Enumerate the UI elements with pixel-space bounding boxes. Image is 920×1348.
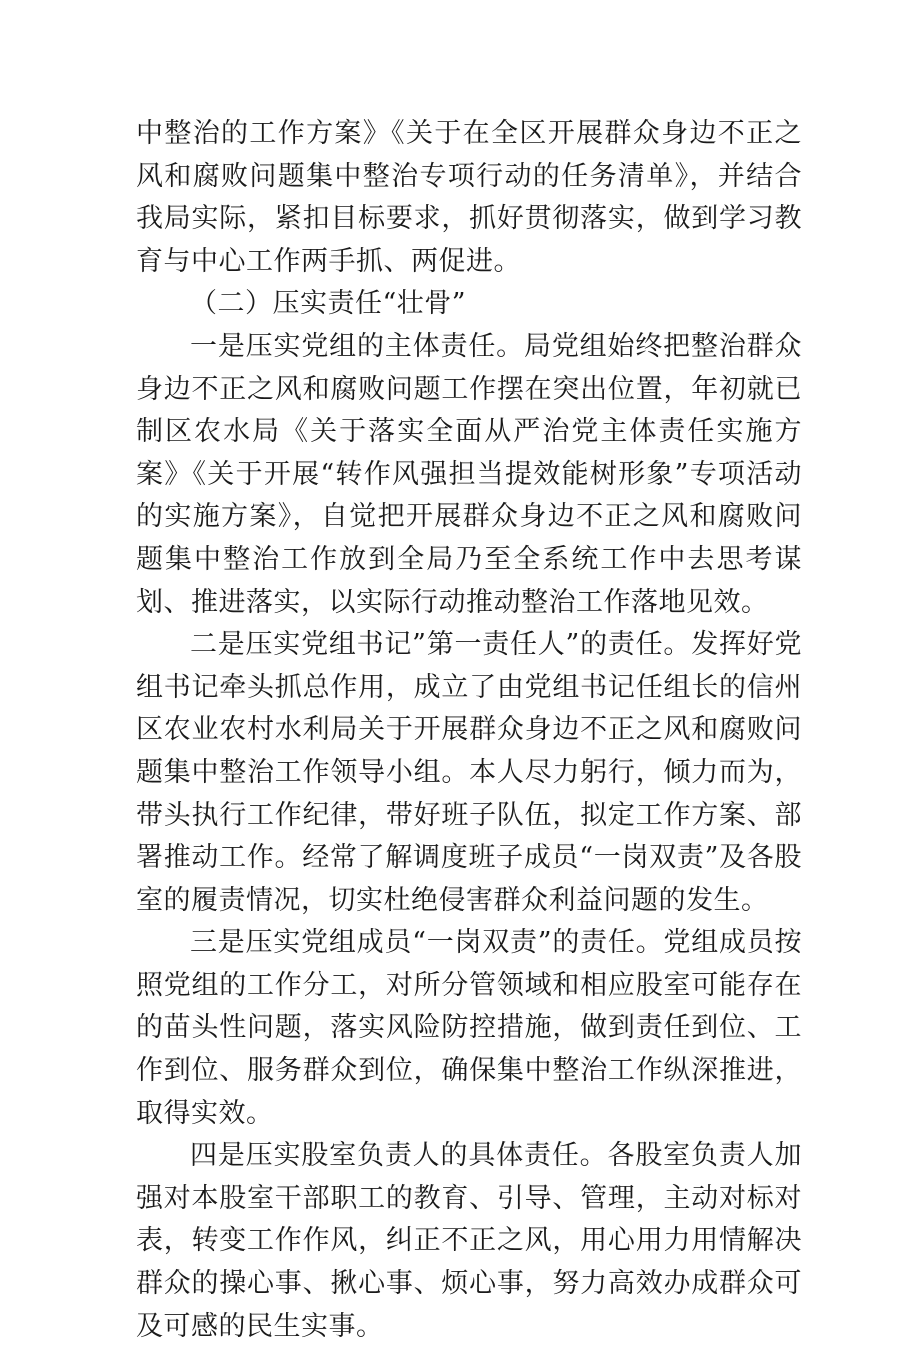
paragraph-continuation: 中整治的工作方案》《关于在全区开展群众身边不正之风和腐败问题集中整治专项行动的任务清单》，并结合我局实际，紧扣目标要求，抓好贯彻落实，做到学习教育与中心工作两手抓、两促进。 xyxy=(136,118,802,277)
paragraph-secretary-responsibility: 二是压实党组书记”第一责任人”的责任。发挥好党组书记牵头抓总作用，成立了由党组书记任组长的信州区农业农村水利局关于开展群众身边不正之风和腐败问题集中整治工作领导小组。本人尽力躬行，倾力而为，带头执行工作纪律，带好班子队伍，拟定工作方案、部署推动工作。经常了解调度班子成员“一岗双责”及各股室的履责情况，切实杜绝侵害群众利益问题的发生。 xyxy=(136,629,802,916)
paragraph-office-heads-responsibility: 四是压实股室负责人的具体责任。各股室负责人加强对本股室干部职工的教育、引导、管理，主动对标对表，转变工作作风，纠正不正之风，用心用力用情解决群众的操心事、揪心事、烦心事，努力高效办成群众可及可感的民生实事。 xyxy=(136,1140,802,1342)
paragraph-members-responsibility: 三是压实党组成员“一岗双责”的责任。党组成员按照党组的工作分工，对所分管领域和相应股室可能存在的苗头性问题，落实风险防控措施，做到责任到位、工作到位、服务群众到位，确保集中整治工作纵深推进，取得实效。 xyxy=(136,927,802,1129)
document-body xyxy=(136,113,802,1348)
paragraph-party-group-responsibility: 一是压实党组的主体责任。局党组始终把整治群众身边不正之风和腐败问题工作摆在突出位置，年初就已制区农水局《关于落实全面从严治党主体责任实施方案》《关于开展“转作风强担当提效能树形象”专项活动的实施方案》，自觉把开展群众身边不正之风和腐败问题集中整治工作放到全局乃至全系统工作中去思考谋划、推进落实，以实际行动推动整治工作落地见效。 xyxy=(136,330,802,618)
section-heading: （二）压实责任“壮骨” xyxy=(190,288,467,320)
